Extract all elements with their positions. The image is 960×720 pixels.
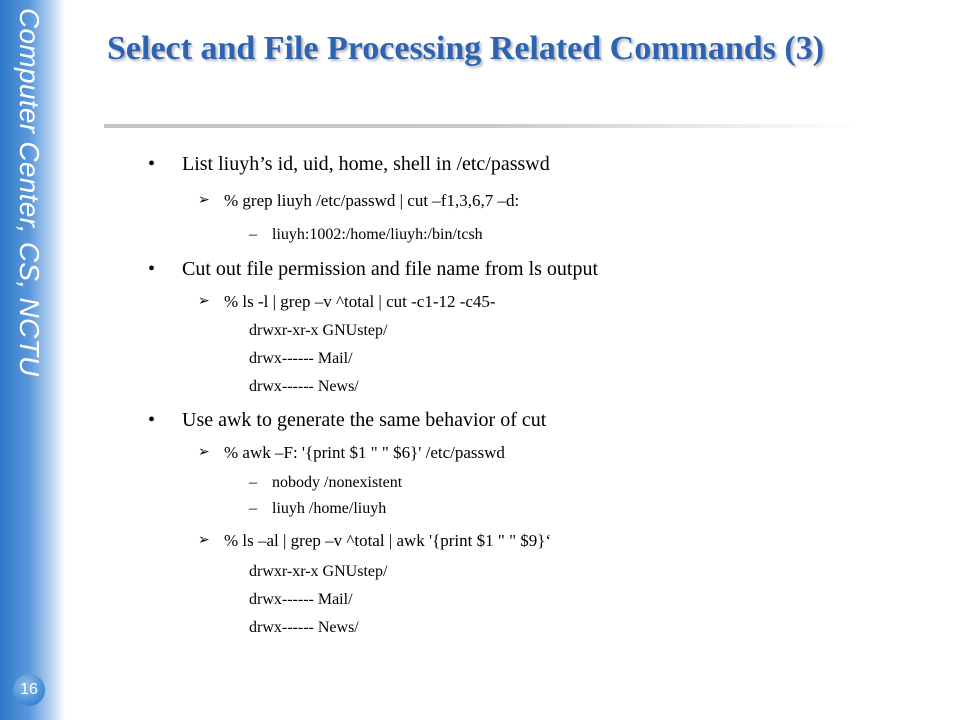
arrow-bullet-icon: ➢ (198, 533, 210, 548)
arrow-bullet-icon: ➢ (198, 193, 210, 208)
dash-bullet-icon: – (249, 500, 257, 517)
command-text: % awk –F: '{print $1 " " $6}' /etc/passwd (224, 443, 505, 462)
arrow-bullet-icon: ➢ (198, 294, 210, 309)
bullet-dot-icon: • (148, 153, 156, 175)
slide-title: Select and File Processing Related Commands (3) (107, 30, 825, 67)
bullet-3-text: Use awk to generate the same behavior of cut (182, 409, 547, 431)
output-line: drwx------ News/ (249, 378, 359, 395)
dash-bullet-icon: – (249, 226, 257, 243)
result-text: liuyh:1002:/home/liuyh:/bin/tcsh (272, 226, 483, 243)
bullet-dot-icon: • (148, 258, 156, 280)
sidebar-org-label: Computer Center, CS, NCTU (14, 8, 45, 377)
output-line: drwx------ Mail/ (249, 350, 353, 367)
arrow-bullet-icon: ➢ (198, 445, 210, 460)
bullet-1-text: List liuyh’s id, uid, home, shell in /etc/passwd (182, 153, 550, 175)
command-text: % ls -l | grep –v ^total | cut -c1-12 -c45- (224, 292, 496, 311)
output-line: drwx------ Mail/ (249, 591, 353, 608)
dash-bullet-icon: – (249, 474, 257, 491)
output-line: drwxr-xr-x GNUstep/ (249, 322, 388, 339)
bullet-dot-icon: • (148, 409, 156, 431)
result-text: nobody /nonexistent (272, 474, 403, 491)
title-underline (104, 124, 860, 128)
sidebar (0, 0, 65, 720)
bullet-2-text: Cut out file permission and file name from ls output (182, 258, 599, 280)
command-text: % ls –al | grep –v ^total | awk '{print $1 " " $9}‘ (224, 531, 552, 550)
output-line: drwxr-xr-x GNUstep/ (249, 563, 388, 580)
command-text: % grep liuyh /etc/passwd | cut –f1,3,6,7 –d: (224, 191, 520, 210)
result-text: liuyh /home/liuyh (272, 500, 387, 517)
page-number-badge: 16 (13, 674, 45, 706)
output-line: drwx------ News/ (249, 619, 359, 636)
